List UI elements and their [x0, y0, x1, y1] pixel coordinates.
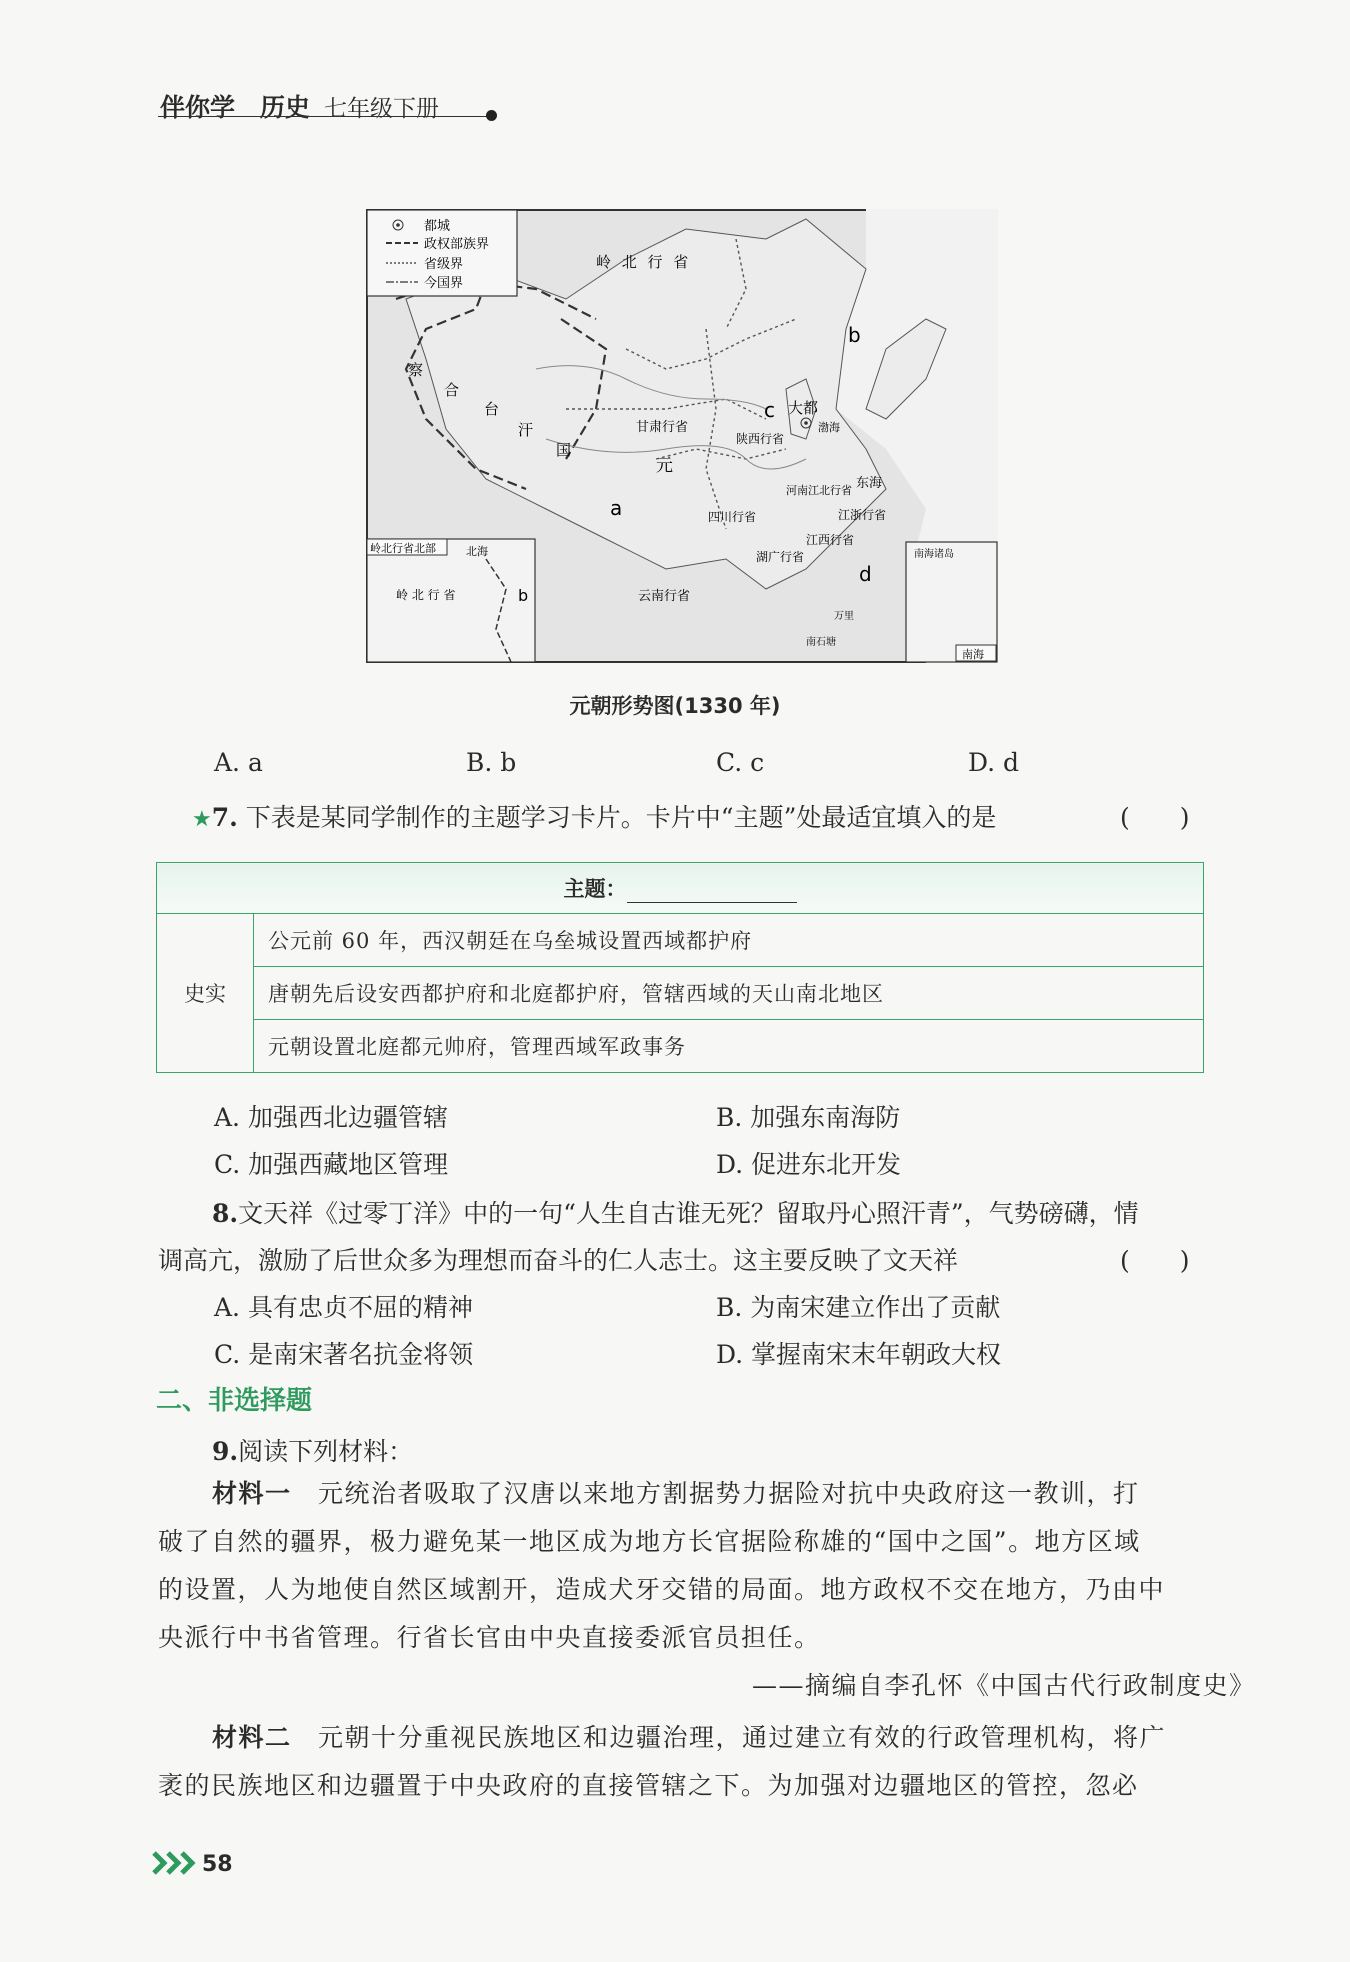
material-1-line1	[212, 1470, 1202, 1518]
page-number: 58	[202, 1852, 233, 1877]
legend-regime-border: 政权部族界	[424, 237, 490, 252]
header-dot	[486, 110, 497, 121]
label-sichuan: 四川行省	[708, 510, 757, 524]
marker-b: b	[848, 323, 861, 347]
card-head-label: 主题：	[563, 877, 627, 901]
marker-c: c	[764, 398, 775, 422]
q7-option-d[interactable]: D. 促进东北开发	[716, 1150, 902, 1179]
map-caption: 元朝形势图(1330 年)	[569, 694, 781, 718]
header-subtitle: 七年级下册	[324, 96, 440, 122]
material-1-line2: 破了自然的疆界，极力避免某一地区成为地方长官据险称雄的“国中之国”。地方区域	[158, 1527, 1141, 1556]
label-chahetai-2: 合	[444, 381, 460, 399]
q7-option-c[interactable]: C. 加强西藏地区管理	[214, 1150, 449, 1179]
q9-number: 9.	[212, 1437, 239, 1466]
q8-option-d[interactable]: D. 掌握南宋末年朝政大权	[716, 1340, 1002, 1369]
inset-south-sea	[906, 542, 997, 662]
header-rule	[158, 116, 488, 117]
material-1-source: ——摘编自李孔怀《中国古代行政制度史》	[752, 1671, 1256, 1700]
label-huguang: 湖广行省	[756, 550, 805, 564]
marker-d: d	[859, 562, 872, 586]
label-gansu: 甘肃行省	[636, 420, 689, 435]
q7-stem	[192, 798, 996, 834]
q9-stem	[212, 1432, 413, 1468]
label-dadu: 大都	[788, 399, 819, 417]
label-shaanxi: 陕西行省	[736, 432, 785, 446]
material-2-line1	[212, 1714, 1166, 1762]
marker-a: a	[610, 496, 623, 520]
q7-number: 7.	[211, 803, 238, 832]
legend-province-border: 省级界	[424, 257, 464, 272]
inset-left-marker-b: b	[518, 586, 529, 605]
label-jiangzhe: 江浙行省	[838, 508, 887, 522]
label-yuan: 元	[656, 456, 673, 476]
q9-text: 阅读下列材料：	[238, 1437, 414, 1466]
card-topic-blank[interactable]	[627, 882, 797, 903]
label-chahetai-1: 察	[408, 361, 424, 379]
label-lingbei: 岭 北 行 省	[596, 253, 692, 271]
q7-text: 下表是某同学制作的主题学习卡片。卡片中“主题”处最适宜填入的是	[245, 803, 997, 832]
q8-stem-line1	[212, 1194, 1139, 1230]
q6-option-d[interactable]: D. d	[968, 748, 1020, 777]
star-icon: ★	[192, 807, 212, 832]
inset-left-beihai: 北海	[466, 545, 488, 558]
material-1-line3: 的设置，人为地使自然区域割开，造成犬牙交错的局面。地方政权不交在地方，乃由中	[158, 1575, 1166, 1604]
card-header	[157, 863, 1204, 914]
label-nanshi: 南石塘	[806, 637, 836, 648]
section-title: 二、非选择题	[156, 1386, 313, 1416]
q7-option-a[interactable]: A. 加强西北边疆管辖	[214, 1103, 448, 1132]
label-donghai: 东海	[856, 476, 883, 491]
material-2-label: 材料二	[212, 1723, 292, 1752]
q8-option-b[interactable]: B. 为南宋建立作出了贡献	[716, 1293, 1001, 1322]
q8-line1: 文天祥《过零丁洋》中的一句“人生自古谁无死？留取丹心照汗青”，气势磅礴，情	[238, 1199, 1139, 1228]
label-chahetai-5: 国	[556, 441, 572, 459]
chevrons-icon	[152, 1850, 198, 1876]
material-2-line2: 袤的民族地区和边疆置于中央政府的直接管辖之下。为加强对边疆地区的管控，忽必	[158, 1771, 1139, 1800]
label-wanli: 万里	[834, 611, 854, 622]
inset-left-lingbei: 岭 北 行 省	[396, 588, 456, 602]
legend-capital: 都城	[424, 219, 451, 234]
header-title: 伴你学 历史	[160, 93, 311, 122]
q8-option-a[interactable]: A. 具有忠贞不屈的精神	[214, 1293, 473, 1322]
q8-line2: 调高亢，激励了后世众多为理想而奋斗的仁人志士。这主要反映了文天祥	[158, 1246, 959, 1275]
material-1-label: 材料一	[212, 1479, 292, 1508]
yuan-dynasty-map	[366, 209, 998, 663]
running-header	[160, 88, 439, 124]
q8-number: 8.	[212, 1199, 239, 1228]
q7-answer-paren[interactable]: ( )	[1120, 803, 1190, 832]
q8-answer-paren[interactable]: ( )	[1120, 1246, 1190, 1275]
material-2-text-1: 元朝十分重视民族地区和边疆治理，通过建立有效的行政管理机构，将广	[318, 1723, 1167, 1752]
material-1-text-1: 元统治者吸取了汉唐以来地方割据势力据险对抗中央政府这一教训，打	[318, 1479, 1140, 1508]
q7-option-b[interactable]: B. 加强东南海防	[716, 1103, 901, 1132]
q6-option-b[interactable]: B. b	[466, 748, 517, 777]
inset-right-title: 南海诸岛	[914, 549, 954, 560]
card-fact-2: 唐朝先后设安西都护府和北庭都护府，管辖西域的天山南北地区	[254, 967, 1204, 1020]
card-fact-1: 公元前 60 年，西汉朝廷在乌垒城设置西域都护府	[254, 914, 1204, 967]
label-henan: 河南江北行省	[786, 484, 852, 497]
label-bohai: 渤海	[818, 421, 840, 434]
card-label: 史实	[157, 914, 254, 1073]
material-1-line4: 央派行中书省管理。行省长官由中央直接委派官员担任。	[158, 1623, 821, 1652]
legend-national-border: 今国界	[424, 276, 464, 291]
q8-option-c[interactable]: C. 是南宋著名抗金将领	[214, 1340, 474, 1369]
label-chahetai-4: 汗	[518, 421, 534, 439]
q6-option-c[interactable]: C. c	[716, 748, 765, 777]
topic-card	[156, 862, 1204, 1073]
label-chahetai-3: 台	[484, 400, 500, 418]
inset-left-title: 岭北行省北部	[370, 542, 436, 555]
label-yunnan: 云南行省	[638, 589, 691, 604]
q6-option-a[interactable]: A. a	[214, 748, 263, 777]
card-fact-3: 元朝设置北庭都元帅府，管理西域军政事务	[254, 1020, 1204, 1073]
inset-right-sea: 南海	[962, 648, 984, 661]
label-jiangxi: 江西行省	[806, 533, 855, 547]
